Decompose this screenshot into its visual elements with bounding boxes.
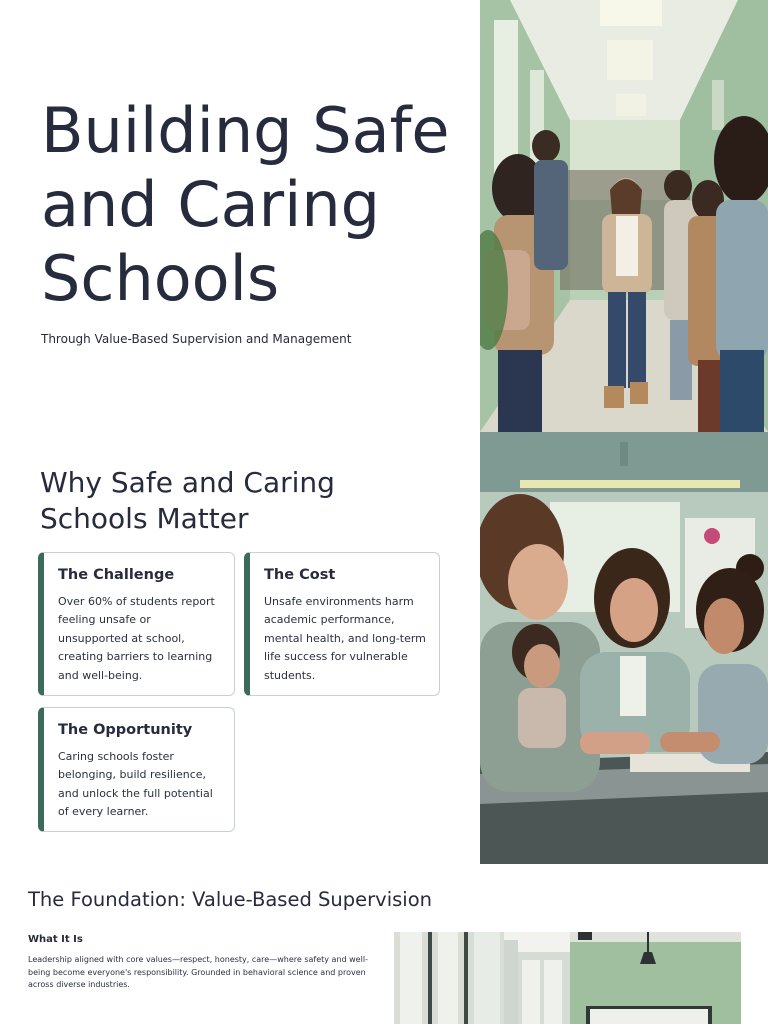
what-it-is-body: Leadership aligned with core values—respect, honesty, care—where safety and well-being become everyone's responsibility. Grounded in behavioral science and proven across diverse industries. <box>28 955 368 990</box>
why-section-heading: Why Safe and Caring Schools Matter <box>40 466 335 535</box>
hero-subtitle: Through Value-Based Supervision and Management <box>41 332 352 346</box>
card-opportunity <box>38 707 235 832</box>
card-title: The Cost <box>264 567 336 583</box>
foundation-classroom-photo <box>394 932 741 1024</box>
foundation-heading: The Foundation: Value-Based Supervision <box>28 888 432 911</box>
card-title: The Challenge <box>58 567 175 583</box>
what-it-is-label: What It Is <box>28 934 83 945</box>
hallway-photo <box>480 0 768 432</box>
card-body: Caring schools foster belonging, build resilience, and unlock the full potential of every learner. <box>58 750 213 819</box>
classroom-photo <box>480 432 768 864</box>
card-title: The Opportunity <box>58 722 193 738</box>
card-body: Unsafe environments harm academic performance, mental health, and long-term life success for vulnerable students. <box>264 595 426 682</box>
hero-title: Building Safe and Caring Schools <box>41 94 450 315</box>
card-challenge <box>38 552 235 696</box>
card-body: Over 60% of students report feeling unsafe or unsupported at school, creating barriers to learning and well-being. <box>58 595 215 682</box>
card-cost <box>244 552 440 696</box>
